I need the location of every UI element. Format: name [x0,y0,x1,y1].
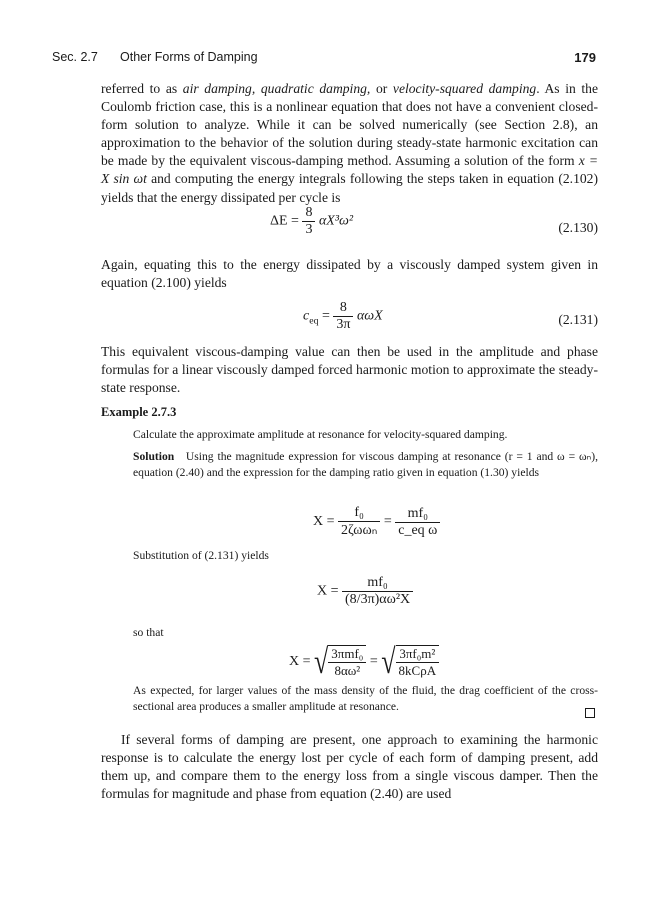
term-velocity-squared: velocity-squared damping [392,81,537,96]
paragraph-again: Again, equating this to the energy dissipated by a viscously damped system given in equation (2.100) yields [101,257,598,291]
text-run: referred to as [101,81,183,96]
eq-denominator: 2ζωωₙ [338,521,380,539]
paragraph-equivalent: This equivalent viscous-damping value can then be used in the amplitude and phase formulas for a linear viscously damped forced harmonic motion to approximate the steady-state response. [101,344,598,396]
eq-lhs: ΔE = [270,213,299,229]
eq-equals: = [369,654,378,670]
eq-numerator: 8 [305,205,313,220]
inline-math: x = X sin ωt [101,153,599,187]
substitution-text: Substitution of (2.131) yields [133,549,269,562]
eq-numerator: 8 [339,300,347,315]
eq-lhs: c [303,308,310,324]
eq-numerator: 3πf₀m² [399,646,436,661]
solution-text: Using the magnitude expression for viscous damping at resonance (r = 1 and ω = ωₙ), equation (2.40) and the expression for the damping ratio given in equation (1.30) yields [133,450,598,479]
equation-2-131 [303,300,383,333]
end-of-example-box [585,708,595,718]
paragraph-intro [101,80,598,207]
eq-denominator: c_eq ω [395,522,440,539]
example-title: Example 2.7.3 [101,405,177,419]
text-run: and computing the energy integrals following the steps taken in equation (2.102) yields that the energy dissipated per cycle is [101,171,598,205]
equation-number-2-130: (2.130) [558,220,598,235]
eq-lhs: X = [317,583,339,599]
paragraph-several-forms: If several forms of damping are present, one approach to examining the harmonic response is to calculate the energy lost per cycle of each form of damping present, add them up, and compare them to the energy loss from a single viscous damper. Then the formulas for magnitude and phase from equation (2.40) are used [101,732,598,802]
eq-rhs: αωX [356,308,383,324]
eq-denominator: 8kCρA [396,662,440,679]
eq-equals: = [321,308,330,324]
eq-denominator: 3π [333,316,353,333]
eq-numerator: mf₀ [367,575,388,590]
example-conclusion: As expected, for larger values of the mass density of the fluid, the drag coefficient of the cross-sectional area produces a smaller amplitude at resonance. [133,684,598,713]
equation-result [289,641,439,681]
eq-lhs: X = [289,654,311,670]
eq-fraction [333,300,353,333]
eq-fraction [395,506,440,539]
page-number: 179 [574,50,596,65]
term-air-damping: air damping, quadratic damping, [182,81,371,96]
solution-label: Solution [133,450,175,463]
eq-fraction [338,505,380,539]
eq-lhs: X = [313,514,335,530]
square-root: √ $\frac{\text{3πf₀m²}}{\text{8kCρA}}$ [381,645,439,679]
equation-substitution [317,575,413,608]
equation-amplitude [313,505,440,539]
eq-denominator: 3 [302,221,315,238]
section-number: Sec. 2.7 [52,50,98,64]
equation-number-2-131: (2.131) [558,312,598,327]
example-statement: Calculate the approximate amplitude at resonance for velocity-squared damping. [133,428,508,441]
running-title: Other Forms of Damping [120,50,258,64]
example-solution [133,449,598,480]
eq-numerator: 3πmf₀ [331,646,364,661]
eq-denominator: (8/3π)αω²X [342,591,413,608]
eq-denominator: 8αω² [328,662,366,679]
so-that-text: so that [133,626,164,639]
text-run: or [370,81,393,96]
square-root: √ $\frac{\text{3πmf₀}}{\text{8αω²}}$ [314,645,366,679]
eq-fraction [328,646,366,679]
text-run: . As in the Coulomb friction case, this is a nonlinear equation that does not have a convenient closed-form solution to analyze. While it can be solved numerically (see Section 2.8), an approximation to the behavior of the solution during steady-state harmonic excitation can be made by the equivalent viscous-damping method. Assuming a solution of the form [101,81,599,169]
equation-2-130 [270,205,353,238]
eq-rhs: αX³ω² [318,213,354,229]
eq-lhs-subscript: eq [309,315,319,327]
eq-equals: = [383,514,392,530]
eq-fraction [342,575,413,608]
eq-numerator: mf₀ [407,505,429,521]
eq-fraction [302,205,315,238]
eq-numerator: f₀ [354,505,364,520]
eq-fraction [396,646,440,679]
